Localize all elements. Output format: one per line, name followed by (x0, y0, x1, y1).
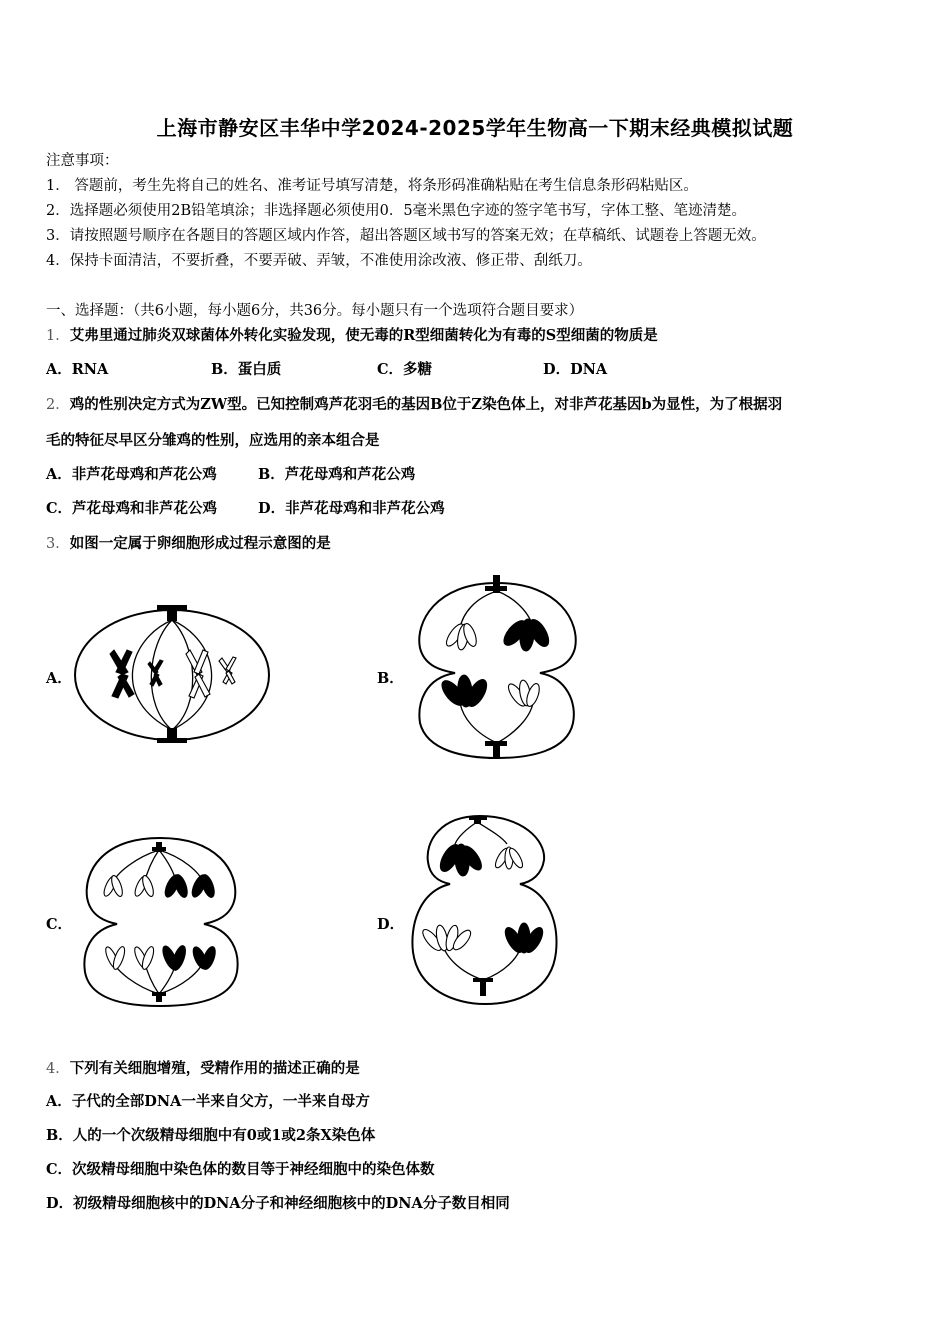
question-stem: 艾弗里通过肺炎双球菌体外转化实验发现，使无毒的R型细菌转化为有毒的S型细菌的物质是 (69, 327, 658, 344)
notice-item-1: 1． 答题前，考生先将自己的姓名、准考证号填写清楚，将条形码准确粘贴在考生信息条形码粘贴区。 (46, 178, 698, 194)
q2-option-d[interactable]: D．非芦花母鸡和非芦花公鸡 (258, 500, 445, 517)
question-2 (46, 396, 782, 414)
question-stem-line2: 毛的特征尽早区分雏鸡的性别，应选用的亲本组合是 (46, 432, 380, 449)
diagram-c-cell[interactable] (82, 832, 242, 1012)
question-number: 4． (46, 1061, 70, 1077)
q2-option-a[interactable]: A．非芦花母鸡和芦花公鸡 (46, 466, 217, 483)
q4-option-a[interactable]: A．子代的全部DNA一半来自父方，一半来自母方 (46, 1093, 370, 1110)
question-stem: 如图一定属于卵细胞形成过程示意图的是 (69, 535, 331, 552)
q4-option-b[interactable]: B．人的一个次级精母细胞中有0或1或2条X染色体 (46, 1127, 376, 1144)
q3-option-a-label[interactable]: A． (46, 670, 72, 687)
question-4 (46, 1060, 360, 1078)
q4-option-d[interactable]: D．初级精母细胞核中的DNA分子和神经细胞核中的DNA分子数目相同 (46, 1195, 510, 1212)
q3-option-c-label[interactable]: C． (46, 916, 73, 933)
notice-item-3: 3．请按照题号顺序在各题目的答题区域内作答，超出答题区域书写的答案无效；在草稿纸、试题卷上答题无效。 (46, 228, 766, 244)
q2-option-b[interactable]: B．芦花母鸡和芦花公鸡 (258, 466, 416, 483)
notice-item-4: 4．保持卡面清洁，不要折叠，不要弄破、弄皱，不准使用涂改液、修正带、刮纸刀。 (46, 253, 592, 269)
q3-option-d-label[interactable]: D． (377, 916, 405, 933)
question-stem-line1: 鸡的性别决定方式为ZW型。已知控制鸡芦花羽毛的基因B位于Z染色体上，对非芦花基因b为显性，为了根据羽 (69, 396, 783, 413)
q4-option-c[interactable]: C．次级精母细胞中染色体的数目等于神经细胞中的染色体数 (46, 1161, 435, 1178)
q1-option-c[interactable]: C．多糖 (377, 361, 433, 378)
section-heading: 一、选择题：（共6小题，每小题6分，共36分。每小题只有一个选项符合题目要求） (46, 303, 584, 319)
question-number: 2． (46, 397, 70, 413)
diagram-d-cell[interactable] (410, 812, 560, 1012)
question-number: 1． (46, 328, 70, 344)
diagram-a-cell[interactable] (72, 600, 272, 750)
q2-option-c[interactable]: C．芦花母鸡和非芦花公鸡 (46, 500, 218, 517)
q1-option-d[interactable]: D．DNA (543, 361, 608, 378)
q1-option-b[interactable]: B．蛋白质 (211, 361, 282, 378)
notice-item-2: 2．选择题必须使用2B铅笔填涂；非选择题必须使用0．5毫米黑色字迹的签字笔书写，字体工整、笔迹清楚。 (46, 203, 747, 219)
diagram-b-cell[interactable] (415, 573, 580, 763)
question-3 (46, 535, 331, 553)
notice-heading: 注意事项： (46, 153, 119, 169)
q3-option-b-label[interactable]: B． (377, 670, 404, 687)
question-1 (46, 327, 658, 345)
question-number: 3． (46, 536, 70, 552)
page-title: 上海市静安区丰华中学2024-2025学年生物高一下期末经典模拟试题 (156, 116, 794, 140)
question-stem: 下列有关细胞增殖，受精作用的描述正确的是 (69, 1060, 360, 1077)
q1-option-a[interactable]: A．RNA (46, 361, 109, 378)
